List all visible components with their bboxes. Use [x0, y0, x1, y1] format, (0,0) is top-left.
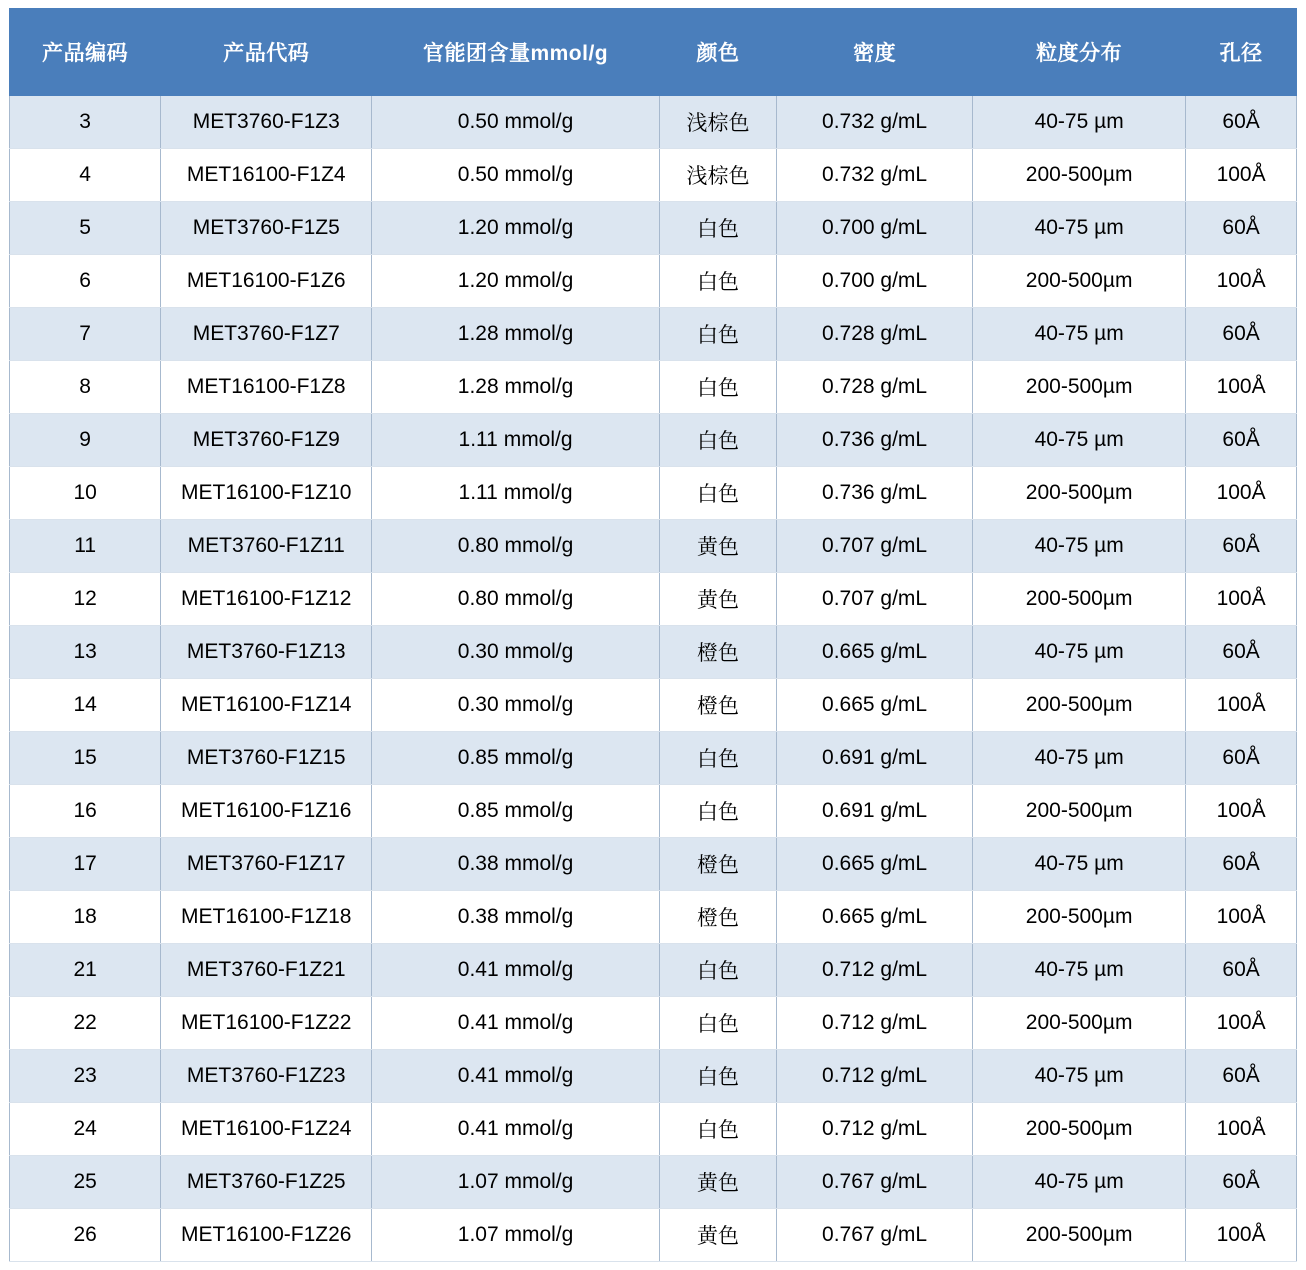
cell-pore-size: 100Å	[1186, 573, 1297, 626]
cell-density: 0.700 g/mL	[777, 202, 973, 255]
cell-functional-group-loading: 0.50 mmol/g	[372, 149, 660, 202]
cell-pore-size: 60Å	[1186, 626, 1297, 679]
table-body	[10, 96, 1297, 1262]
table-row	[10, 573, 1297, 626]
cell-color: 黄色	[659, 1156, 776, 1209]
cell-product-code: MET16100-F1Z6	[161, 255, 372, 308]
cell-product-number: 3	[10, 96, 161, 149]
cell-product-code: MET16100-F1Z18	[161, 891, 372, 944]
column-header-density: 密度	[777, 9, 973, 96]
cell-product-code: MET16100-F1Z22	[161, 997, 372, 1050]
column-header-pore-size: 孔径	[1186, 9, 1297, 96]
cell-functional-group-loading: 1.28 mmol/g	[372, 308, 660, 361]
cell-particle-size: 40-75 µm	[973, 944, 1186, 997]
cell-particle-size: 200-500µm	[973, 891, 1186, 944]
cell-product-number: 6	[10, 255, 161, 308]
cell-product-number: 16	[10, 785, 161, 838]
cell-density: 0.691 g/mL	[777, 785, 973, 838]
cell-product-code: MET16100-F1Z14	[161, 679, 372, 732]
cell-product-code: MET3760-F1Z11	[161, 520, 372, 573]
cell-functional-group-loading: 0.41 mmol/g	[372, 997, 660, 1050]
cell-density: 0.728 g/mL	[777, 361, 973, 414]
cell-color: 黄色	[659, 1209, 776, 1262]
cell-product-code: MET3760-F1Z17	[161, 838, 372, 891]
cell-functional-group-loading: 0.41 mmol/g	[372, 944, 660, 997]
cell-pore-size: 60Å	[1186, 96, 1297, 149]
cell-pore-size: 100Å	[1186, 149, 1297, 202]
cell-density: 0.665 g/mL	[777, 891, 973, 944]
cell-product-code: MET3760-F1Z3	[161, 96, 372, 149]
cell-functional-group-loading: 1.28 mmol/g	[372, 361, 660, 414]
table-row	[10, 626, 1297, 679]
cell-particle-size: 200-500µm	[973, 467, 1186, 520]
cell-product-code: MET16100-F1Z4	[161, 149, 372, 202]
table-row	[10, 1156, 1297, 1209]
cell-color: 白色	[659, 467, 776, 520]
cell-density: 0.712 g/mL	[777, 1103, 973, 1156]
table-row	[10, 997, 1297, 1050]
cell-product-number: 10	[10, 467, 161, 520]
cell-pore-size: 60Å	[1186, 414, 1297, 467]
cell-density: 0.665 g/mL	[777, 626, 973, 679]
cell-product-number: 21	[10, 944, 161, 997]
column-header-color: 颜色	[659, 9, 776, 96]
cell-functional-group-loading: 1.07 mmol/g	[372, 1156, 660, 1209]
cell-density: 0.665 g/mL	[777, 838, 973, 891]
cell-product-number: 9	[10, 414, 161, 467]
cell-particle-size: 200-500µm	[973, 1209, 1186, 1262]
cell-particle-size: 40-75 µm	[973, 202, 1186, 255]
cell-product-code: MET3760-F1Z9	[161, 414, 372, 467]
cell-density: 0.767 g/mL	[777, 1156, 973, 1209]
cell-functional-group-loading: 0.80 mmol/g	[372, 520, 660, 573]
cell-particle-size: 200-500µm	[973, 785, 1186, 838]
cell-product-number: 15	[10, 732, 161, 785]
cell-product-code: MET16100-F1Z16	[161, 785, 372, 838]
cell-particle-size: 40-75 µm	[973, 308, 1186, 361]
cell-color: 橙色	[659, 891, 776, 944]
cell-product-number: 11	[10, 520, 161, 573]
table-row	[10, 96, 1297, 149]
cell-product-code: MET16100-F1Z26	[161, 1209, 372, 1262]
table-row	[10, 202, 1297, 255]
cell-pore-size: 60Å	[1186, 1050, 1297, 1103]
cell-product-code: MET3760-F1Z13	[161, 626, 372, 679]
cell-functional-group-loading: 0.38 mmol/g	[372, 891, 660, 944]
table-row	[10, 308, 1297, 361]
cell-color: 白色	[659, 732, 776, 785]
cell-product-code: MET16100-F1Z12	[161, 573, 372, 626]
cell-functional-group-loading: 1.11 mmol/g	[372, 414, 660, 467]
cell-pore-size: 100Å	[1186, 1209, 1297, 1262]
cell-particle-size: 40-75 µm	[973, 414, 1186, 467]
cell-color: 白色	[659, 202, 776, 255]
cell-product-code: MET3760-F1Z15	[161, 732, 372, 785]
cell-pore-size: 60Å	[1186, 308, 1297, 361]
cell-particle-size: 40-75 µm	[973, 838, 1186, 891]
cell-functional-group-loading: 0.41 mmol/g	[372, 1103, 660, 1156]
cell-product-number: 8	[10, 361, 161, 414]
cell-product-number: 18	[10, 891, 161, 944]
cell-density: 0.728 g/mL	[777, 308, 973, 361]
cell-functional-group-loading: 0.30 mmol/g	[372, 626, 660, 679]
cell-density: 0.665 g/mL	[777, 679, 973, 732]
cell-pore-size: 100Å	[1186, 1103, 1297, 1156]
cell-color: 橙色	[659, 679, 776, 732]
table-row	[10, 785, 1297, 838]
table-header	[10, 9, 1297, 96]
cell-pore-size: 60Å	[1186, 732, 1297, 785]
cell-pore-size: 60Å	[1186, 944, 1297, 997]
cell-functional-group-loading: 0.30 mmol/g	[372, 679, 660, 732]
cell-product-number: 23	[10, 1050, 161, 1103]
cell-color: 白色	[659, 414, 776, 467]
table-row	[10, 520, 1297, 573]
cell-color: 白色	[659, 361, 776, 414]
cell-functional-group-loading: 1.07 mmol/g	[372, 1209, 660, 1262]
cell-pore-size: 60Å	[1186, 520, 1297, 573]
table-row	[10, 149, 1297, 202]
cell-density: 0.712 g/mL	[777, 997, 973, 1050]
cell-particle-size: 40-75 µm	[973, 520, 1186, 573]
table-row	[10, 361, 1297, 414]
cell-density: 0.700 g/mL	[777, 255, 973, 308]
column-header-product-number: 产品编码	[10, 9, 161, 96]
cell-product-number: 14	[10, 679, 161, 732]
cell-functional-group-loading: 1.11 mmol/g	[372, 467, 660, 520]
cell-color: 白色	[659, 785, 776, 838]
cell-color: 白色	[659, 1050, 776, 1103]
cell-color: 浅棕色	[659, 149, 776, 202]
cell-product-number: 22	[10, 997, 161, 1050]
cell-color: 浅棕色	[659, 96, 776, 149]
table-header-row	[10, 9, 1297, 96]
table-row	[10, 732, 1297, 785]
product-specification-table	[9, 8, 1297, 1262]
cell-pore-size: 100Å	[1186, 467, 1297, 520]
cell-product-code: MET3760-F1Z23	[161, 1050, 372, 1103]
cell-product-number: 12	[10, 573, 161, 626]
cell-pore-size: 100Å	[1186, 679, 1297, 732]
cell-color: 白色	[659, 944, 776, 997]
cell-product-number: 24	[10, 1103, 161, 1156]
cell-pore-size: 100Å	[1186, 891, 1297, 944]
cell-density: 0.736 g/mL	[777, 467, 973, 520]
cell-product-number: 7	[10, 308, 161, 361]
table-row	[10, 255, 1297, 308]
cell-functional-group-loading: 1.20 mmol/g	[372, 202, 660, 255]
cell-product-number: 25	[10, 1156, 161, 1209]
cell-color: 黄色	[659, 573, 776, 626]
cell-product-code: MET3760-F1Z25	[161, 1156, 372, 1209]
cell-pore-size: 60Å	[1186, 1156, 1297, 1209]
cell-product-code: MET16100-F1Z8	[161, 361, 372, 414]
table-row	[10, 467, 1297, 520]
cell-particle-size: 40-75 µm	[973, 626, 1186, 679]
cell-product-code: MET3760-F1Z7	[161, 308, 372, 361]
cell-color: 白色	[659, 255, 776, 308]
cell-density: 0.732 g/mL	[777, 149, 973, 202]
cell-particle-size: 40-75 µm	[973, 1156, 1186, 1209]
cell-particle-size: 40-75 µm	[973, 732, 1186, 785]
cell-product-code: MET3760-F1Z5	[161, 202, 372, 255]
cell-color: 橙色	[659, 838, 776, 891]
cell-density: 0.732 g/mL	[777, 96, 973, 149]
cell-product-number: 5	[10, 202, 161, 255]
cell-functional-group-loading: 0.85 mmol/g	[372, 732, 660, 785]
cell-particle-size: 40-75 µm	[973, 96, 1186, 149]
cell-color: 白色	[659, 308, 776, 361]
cell-density: 0.767 g/mL	[777, 1209, 973, 1262]
table-row	[10, 679, 1297, 732]
cell-density: 0.712 g/mL	[777, 1050, 973, 1103]
cell-functional-group-loading: 0.85 mmol/g	[372, 785, 660, 838]
table-row	[10, 1103, 1297, 1156]
cell-functional-group-loading: 0.41 mmol/g	[372, 1050, 660, 1103]
cell-functional-group-loading: 0.80 mmol/g	[372, 573, 660, 626]
cell-functional-group-loading: 0.38 mmol/g	[372, 838, 660, 891]
cell-density: 0.707 g/mL	[777, 573, 973, 626]
cell-product-number: 4	[10, 149, 161, 202]
cell-particle-size: 200-500µm	[973, 997, 1186, 1050]
cell-particle-size: 40-75 µm	[973, 1050, 1186, 1103]
cell-color: 橙色	[659, 626, 776, 679]
cell-particle-size: 200-500µm	[973, 1103, 1186, 1156]
table-row	[10, 414, 1297, 467]
cell-product-code: MET16100-F1Z10	[161, 467, 372, 520]
cell-color: 白色	[659, 1103, 776, 1156]
cell-density: 0.707 g/mL	[777, 520, 973, 573]
cell-density: 0.712 g/mL	[777, 944, 973, 997]
cell-particle-size: 200-500µm	[973, 573, 1186, 626]
cell-density: 0.691 g/mL	[777, 732, 973, 785]
cell-pore-size: 100Å	[1186, 361, 1297, 414]
cell-functional-group-loading: 1.20 mmol/g	[372, 255, 660, 308]
cell-particle-size: 200-500µm	[973, 149, 1186, 202]
cell-color: 黄色	[659, 520, 776, 573]
cell-product-number: 13	[10, 626, 161, 679]
cell-functional-group-loading: 0.50 mmol/g	[372, 96, 660, 149]
table-row	[10, 838, 1297, 891]
column-header-particle-size: 粒度分布	[973, 9, 1186, 96]
column-header-product-code: 产品代码	[161, 9, 372, 96]
table-row	[10, 1209, 1297, 1262]
table-row	[10, 1050, 1297, 1103]
cell-particle-size: 200-500µm	[973, 255, 1186, 308]
table-row	[10, 891, 1297, 944]
table-row	[10, 944, 1297, 997]
cell-pore-size: 60Å	[1186, 202, 1297, 255]
cell-particle-size: 200-500µm	[973, 361, 1186, 414]
cell-product-number: 26	[10, 1209, 161, 1262]
cell-product-code: MET16100-F1Z24	[161, 1103, 372, 1156]
cell-pore-size: 100Å	[1186, 997, 1297, 1050]
cell-color: 白色	[659, 997, 776, 1050]
column-header-functional-group-loading: 官能团含量mmol/g	[372, 9, 660, 96]
cell-pore-size: 100Å	[1186, 255, 1297, 308]
cell-pore-size: 100Å	[1186, 785, 1297, 838]
cell-product-number: 17	[10, 838, 161, 891]
cell-particle-size: 200-500µm	[973, 679, 1186, 732]
cell-pore-size: 60Å	[1186, 838, 1297, 891]
cell-density: 0.736 g/mL	[777, 414, 973, 467]
cell-product-code: MET3760-F1Z21	[161, 944, 372, 997]
